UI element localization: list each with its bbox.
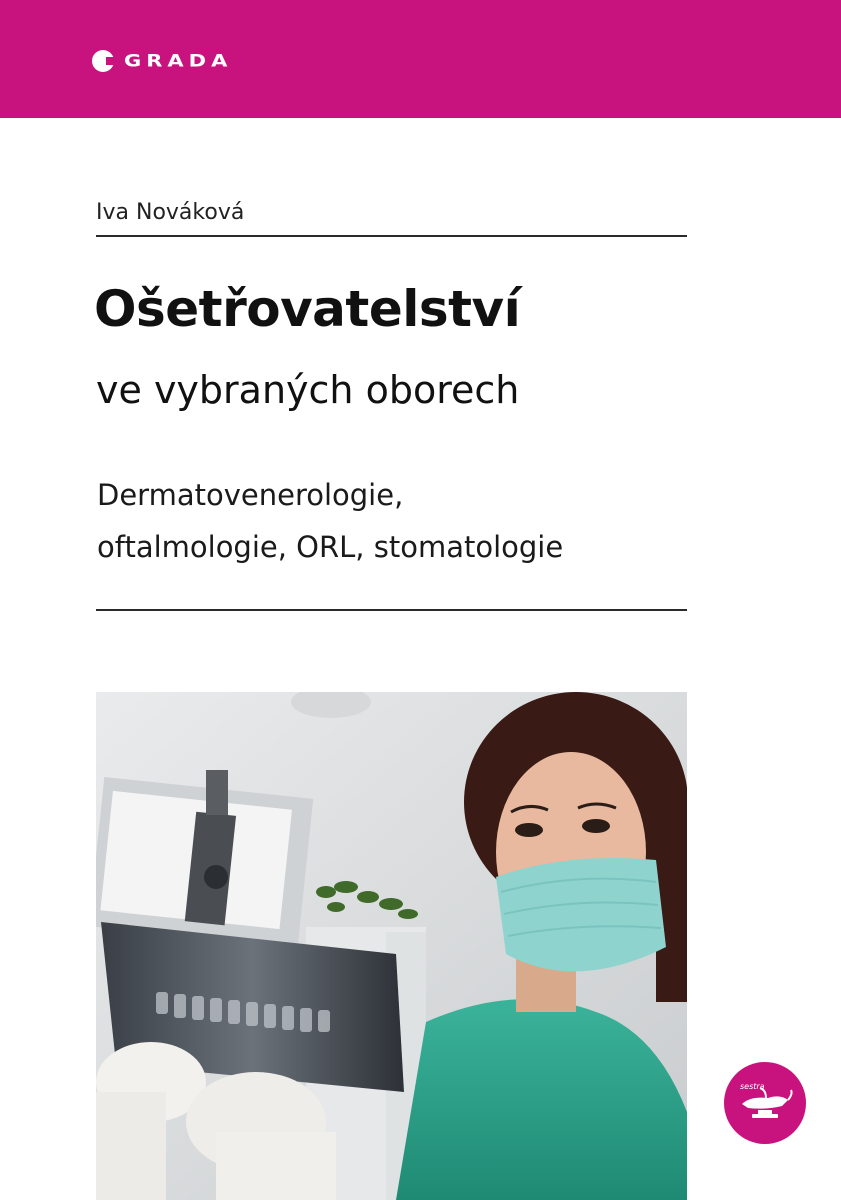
divider-top (96, 235, 687, 237)
badge-label: sestra (740, 1082, 765, 1091)
nursing-lamp-icon (736, 1080, 794, 1126)
grada-logo-icon (92, 50, 114, 72)
author-name: Iva Nováková (96, 200, 245, 225)
publisher-name: GRADA (124, 51, 233, 71)
cover-photo (96, 692, 687, 1200)
book-title-line2: ve vybraných oborech (96, 368, 520, 412)
divider-bottom (96, 609, 687, 611)
book-subtitle-line1: Dermatovenerologie, (97, 478, 404, 512)
series-badge (724, 1062, 806, 1144)
publisher-banner (0, 0, 841, 118)
book-title: Ošetřovatelství (94, 280, 521, 338)
publisher-logo (92, 46, 232, 76)
book-subtitle-line2: oftalmologie, ORL, stomatologie (97, 530, 564, 564)
